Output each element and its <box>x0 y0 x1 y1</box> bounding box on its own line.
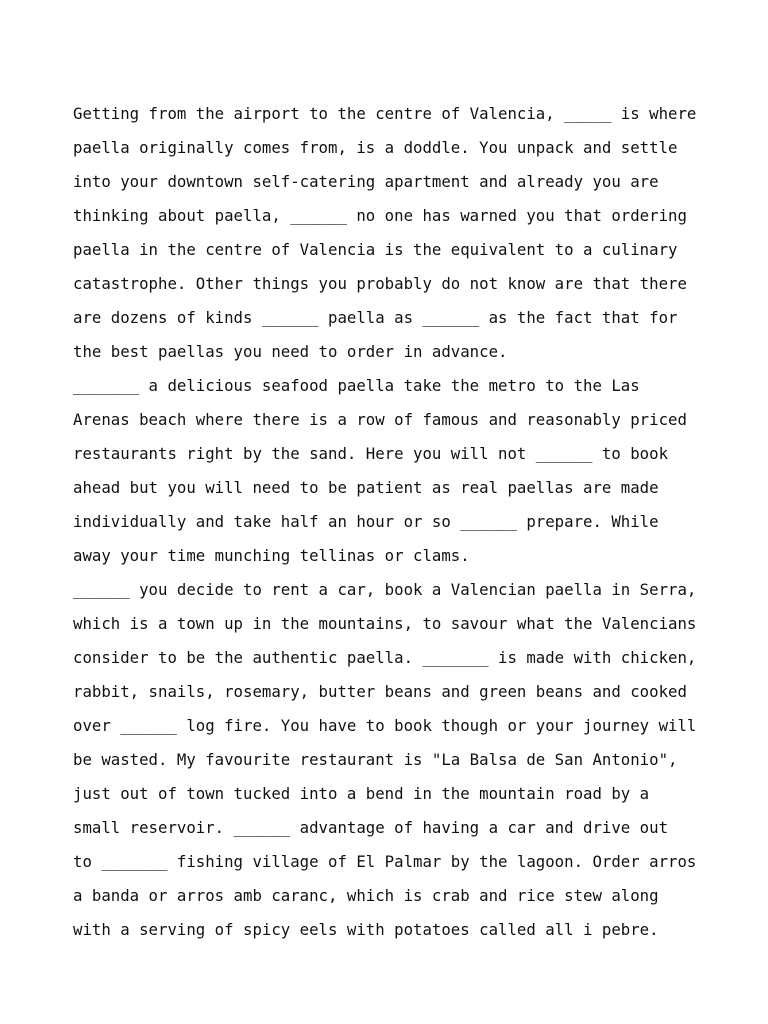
text-line: catastrophe. Other things you probably do not know are that there <box>73 274 687 293</box>
text-line: just out of town tucked into a bend in the mountain road by a <box>73 784 650 803</box>
text-line: are dozens of kinds ______ paella as ______ as the fact that for <box>73 308 678 327</box>
text-line: paella originally comes from, is a doddle. You unpack and settle <box>73 138 678 157</box>
text-line: the best paellas you need to order in advance. <box>73 342 508 361</box>
text-line: restaurants right by the sand. Here you will not ______ to book <box>73 444 669 463</box>
text-line: small reservoir. ______ advantage of having a car and drive out <box>73 818 669 837</box>
text-line: rabbit, snails, rosemary, butter beans and green beans and cooked <box>73 682 687 701</box>
text-line: individually and take half an hour or so ______ prepare. While <box>73 512 659 531</box>
text-line: over ______ log fire. You have to book though or your journey will <box>73 716 697 735</box>
document-body <box>73 97 753 947</box>
text-line: a banda or arros amb caranc, which is crab and rice stew along <box>73 886 659 905</box>
text-line: paella in the centre of Valencia is the equivalent to a culinary <box>73 240 678 259</box>
text-line: _______ a delicious seafood paella take the metro to the Las <box>73 376 640 395</box>
text-line: be wasted. My favourite restaurant is "La Balsa de San Antonio", <box>73 750 678 769</box>
text-line: ______ you decide to rent a car, book a Valencian paella in Serra, <box>73 580 697 599</box>
text-line: which is a town up in the mountains, to savour what the Valencians <box>73 614 697 633</box>
text-line: thinking about paella, ______ no one has warned you that ordering <box>73 206 687 225</box>
text-line: to _______ fishing village of El Palmar by the lagoon. Order arros <box>73 852 697 871</box>
text-line: with a serving of spicy eels with potatoes called all i pebre. <box>73 920 659 939</box>
text-line: Arenas beach where there is a row of famous and reasonably priced <box>73 410 687 429</box>
text-line: consider to be the authentic paella. _______ is made with chicken, <box>73 648 697 667</box>
text-line: Getting from the airport to the centre of Valencia, _____ is where <box>73 104 697 123</box>
text-line: into your downtown self-catering apartment and already you are <box>73 172 659 191</box>
text-line: ahead but you will need to be patient as real paellas are made <box>73 478 659 497</box>
text-line: away your time munching tellinas or clams. <box>73 546 470 565</box>
